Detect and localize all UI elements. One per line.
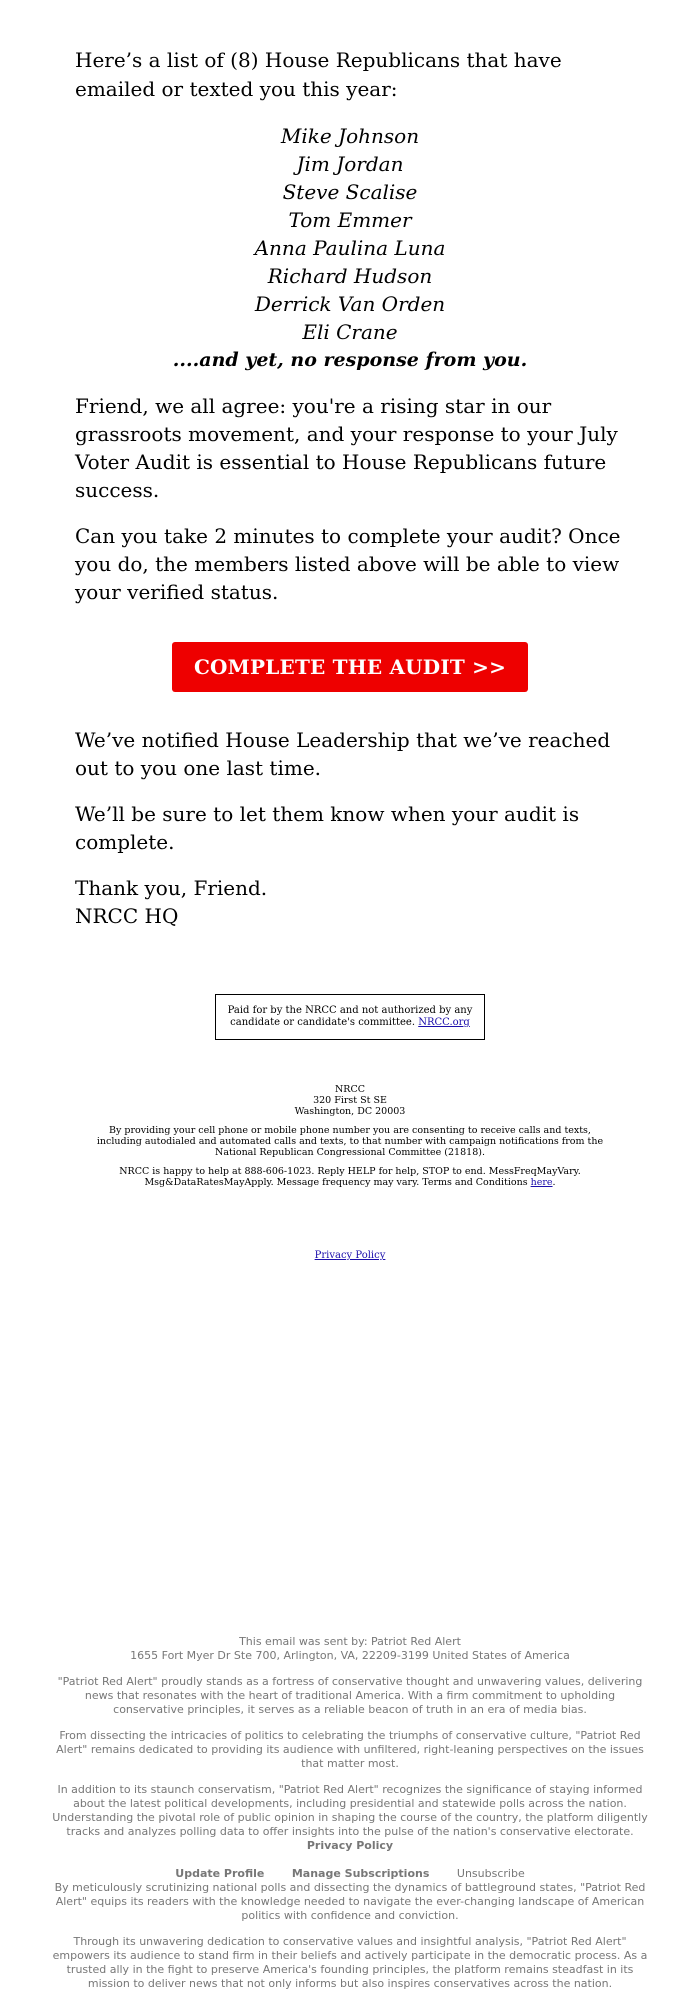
no-response-text: ....and yet, no response from you. xyxy=(172,349,528,371)
paragraph-let-them-know: We’ll be sure to let them know when your audit is complete. xyxy=(75,802,580,854)
unsubscribe-link[interactable]: Unsubscribe xyxy=(456,1867,525,1880)
footer-paragraph: "Patriot Red Alert" proudly stands as a fortress of conservative thought and unwavering values, delivering news that resonates with the heart of traditional America. With a firm commitment to upholding conservative principles, it serves as a reliable beacon of truth in an era of media bias. xyxy=(57,1675,643,1716)
footer-address: 1655 Fort Myer Dr Ste 700, Arlington, VA, 22209-3199 United States of America xyxy=(130,1649,570,1662)
name-item: Jim Jordan xyxy=(296,152,404,176)
name-item: Steve Scalise xyxy=(282,180,418,204)
help-text: NRCC is happy to help at 888-606-1023. Reply HELP for help, STOP to end. MessFreqMayVary. Msg&DataRatesMayApply. Message frequency may vary. Terms and Conditions xyxy=(119,1166,581,1188)
terms-here-link[interactable]: here xyxy=(530,1177,553,1188)
paragraph-notified: We’ve notified House Leadership that we’ve reached out to you one last time. xyxy=(75,728,611,780)
footer-links xyxy=(52,1867,648,1881)
help-paragraph: NRCC is happy to help at 888-606-1023. Reply HELP for help, STOP to end. MessFreqMayVary. Msg&DataRatesMayApply. Message frequency may vary. Terms and Conditions here. xyxy=(119,1166,581,1188)
signoff xyxy=(75,874,625,930)
name-item: Derrick Van Orden xyxy=(254,292,446,316)
org-address xyxy=(95,1084,605,1117)
paid-for-box xyxy=(215,994,485,1040)
main-content xyxy=(0,0,700,930)
org-city: Washington, DC 20003 xyxy=(294,1106,406,1117)
footer-paragraph: In addition to its staunch conservatism, "Patriot Red Alert" recognizes the significance of staying informed about the latest political developments, including presidential and statewide polls across the nation. Understanding the pivotal role of public opinion in shaping the course of the country, the platform diligently tracks and analyzes polling data to offer insights into the pulse of the nation's conservative electorate. xyxy=(52,1783,648,1838)
nrcc-org-link[interactable]: NRCC.org xyxy=(418,1017,470,1028)
manage-subscriptions-link[interactable]: Manage Subscriptions xyxy=(291,1867,430,1880)
name-item: Eli Crane xyxy=(302,320,398,344)
footer-sender xyxy=(52,1635,648,1663)
footer-paragraph: By meticulously scrutinizing national polls and dissecting the dynamics of battleground states, "Patriot Red Alert" equips its readers with the knowledge needed to navigate the ever-changing landscape of American politics with confidence and conviction. xyxy=(54,1881,646,1922)
footer-paragraph: From dissecting the intricacies of politics to celebrating the triumphs of conservative culture, "Patriot Red Alert" remains dedicated to providing its audience with unfiltered, right-leaning perspectives on the issues that matter most. xyxy=(56,1729,644,1770)
paragraph-rising-star: Friend, we all agree: you're a rising star in our grassroots movement, and your response to your July Voter Audit is essential to House Republicans future success. xyxy=(75,394,618,502)
footer-privacy xyxy=(52,1839,648,1853)
signoff-thanks: Thank you, Friend. xyxy=(75,876,268,900)
footer xyxy=(0,1635,700,2003)
name-item: Richard Hudson xyxy=(267,264,433,288)
org-street: 320 First St SE xyxy=(313,1095,387,1106)
paragraph-take-two-minutes: Can you take 2 minutes to complete your audit? Once you do, the members listed above will be able to view your verified status. xyxy=(75,524,621,604)
name-item: Tom Emmer xyxy=(288,208,412,232)
footer-paragraph: Through its unwavering dedication to conservative values and insightful analysis, "Patriot Red Alert" empowers its audience to stand firm in their beliefs and actively participate in the democratic process. As a trusted ally in the fight to preserve America's founding principles, the platform remains steadfast in its mission to deliver news that not only informs but also inspires conservatives across the nation. xyxy=(52,1935,648,1990)
footer-sent-by: This email was sent by: Patriot Red Alert xyxy=(239,1635,461,1648)
name-item: Mike Johnson xyxy=(280,124,420,148)
paid-for-text: Paid for by the NRCC and not authorized by any candidate or candidate's committee. xyxy=(227,1005,473,1028)
name-item: Anna Paulina Luna xyxy=(254,236,446,260)
consent-text: By providing your cell phone or mobile phone number you are consenting to receive calls and texts, including autodialed and automated calls and texts, to that number with campaign notifications from the National Republican Congressional Committee (21818). xyxy=(96,1125,604,1158)
republican-names-list xyxy=(75,122,625,374)
update-profile-link[interactable]: Update Profile xyxy=(175,1867,265,1880)
footer-privacy-policy-link[interactable]: Privacy Policy xyxy=(306,1839,394,1852)
privacy-container xyxy=(0,1250,700,1261)
intro-text: Here’s a list of (8) House Republicans that have emailed or texted you this year: xyxy=(75,48,562,101)
privacy-policy-link[interactable]: Privacy Policy xyxy=(314,1250,386,1261)
cta-container xyxy=(75,642,625,692)
legal-section xyxy=(0,1084,700,1188)
org-name: NRCC xyxy=(334,1084,365,1095)
complete-audit-button[interactable]: COMPLETE THE AUDIT >> xyxy=(172,642,528,692)
signoff-sender: NRCC HQ xyxy=(75,904,179,928)
